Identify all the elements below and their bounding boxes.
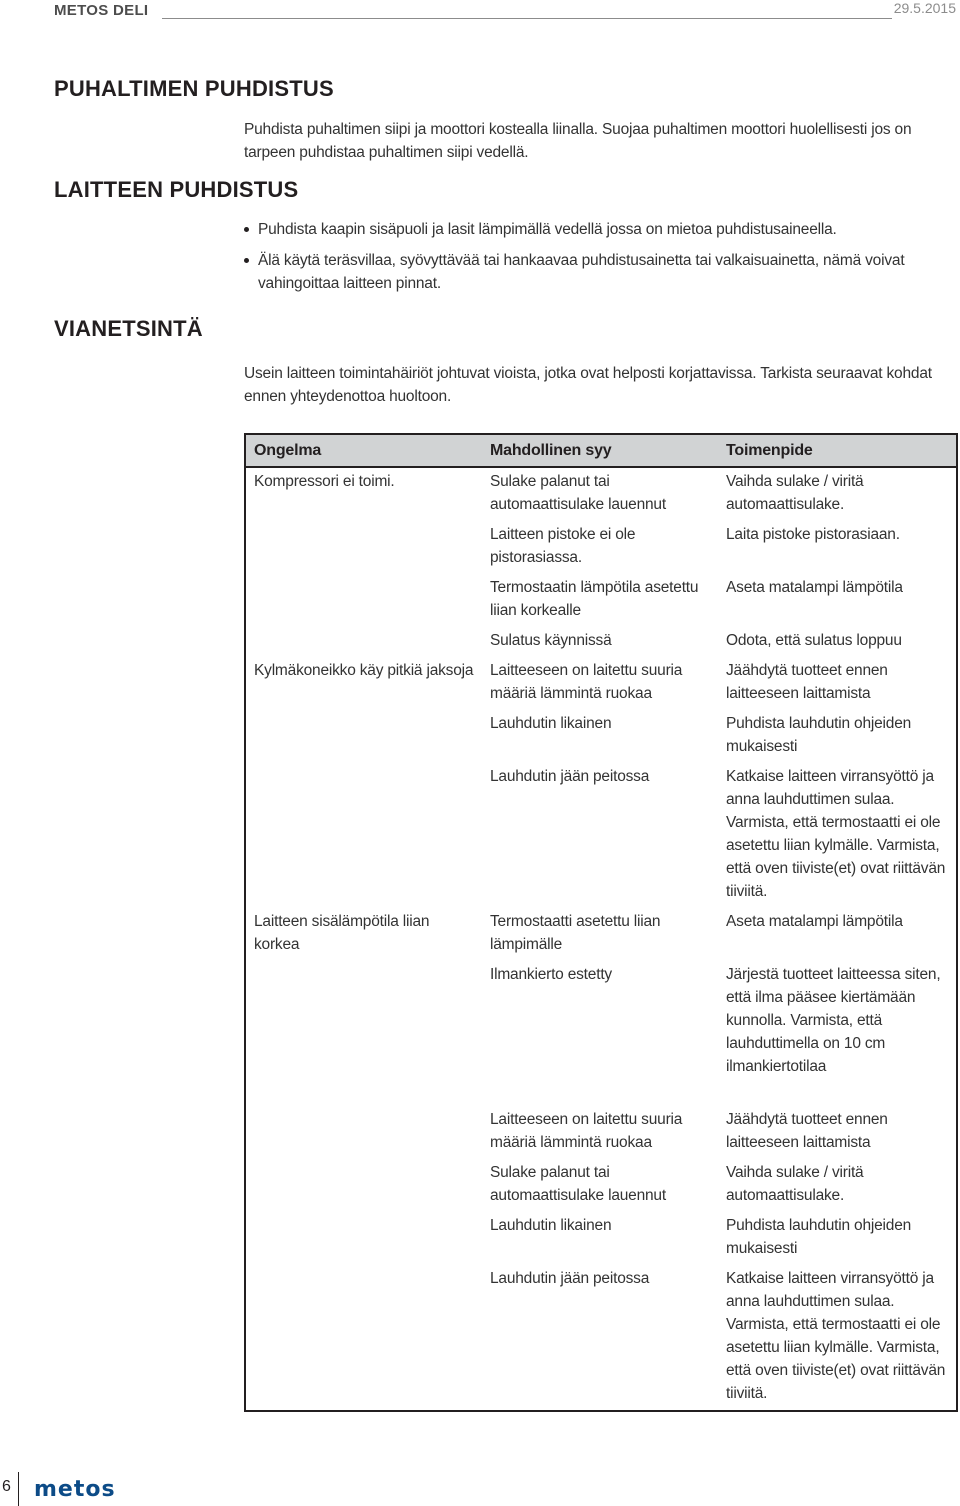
problem-cell: [245, 1083, 482, 1106]
cause-cell: Laitteeseen on laitettu suuria määriä lämmintä ruokaa: [490, 1111, 683, 1151]
problem-cell: [245, 1265, 482, 1411]
section-title-fan: PUHALTIMEN PUHDISTUS: [54, 76, 334, 101]
action-cell: Jäähdytä tuotteet ennen laitteeseen laittamista: [726, 662, 888, 702]
fan-cleaning-text: Puhdista puhaltimen siipi ja moottori kostealla liinalla. Suojaa puhaltimen moottori huolellisesti jos on tarpeen puhdistaa puhaltimen siipi vedellä.: [244, 121, 912, 161]
bullet-item: Puhdista kaapin sisäpuoli ja lasit lämpimällä vedellä jossa on mietoa puhdistusaineella.: [244, 218, 956, 241]
problem-cell: Kylmäkoneikko käy pitkiä jaksoja: [254, 662, 474, 679]
action-cell: Aseta matalampi lämpötila: [726, 913, 903, 930]
table-row: [245, 763, 957, 908]
cause-cell: Laitteen pistoke ei ole pistorasiassa.: [490, 526, 636, 566]
action-cell: Vaihda sulake / viritä automaattisulake.: [726, 1164, 864, 1204]
header-action: Toimenpide: [718, 434, 957, 467]
cause-cell: Sulatus käynnissä: [490, 632, 612, 649]
table-row: [245, 710, 957, 763]
header-rule: [162, 18, 892, 19]
header-date: 29.5.2015: [893, 0, 956, 16]
action-cell: Katkaise laitteen virransyöttö ja anna lauhduttimen sulaa. Varmista, että termostaatti ei ole asetettu liian kylmälle. Varmista, että oven tiiviste(et) ovat riittävän tiiviitä.: [726, 768, 946, 900]
header-brand: METOS DELI: [54, 2, 149, 19]
cause-cell: Lauhdutin jään peitossa: [490, 1270, 650, 1287]
table-row: [245, 521, 957, 574]
problem-cell: Laitteen sisälämpötila liian korkea: [254, 913, 430, 953]
cause-cell: Laitteeseen on laitettu suuria määriä lämmintä ruokaa: [490, 662, 683, 702]
cause-cell: Sulake palanut tai automaattisulake lauennut: [490, 473, 666, 513]
cause-cell: Lauhdutin jään peitossa: [490, 768, 650, 785]
cause-cell: Lauhdutin likainen: [490, 715, 612, 732]
section-title-device: LAITTEEN PUHDISTUS: [54, 177, 299, 202]
table-header-row: [245, 434, 957, 467]
table-row: [245, 1106, 957, 1159]
table-row: [245, 467, 957, 521]
table-row: [245, 627, 957, 657]
cause-cell: Termostaatti asetettu liian lämpimälle: [490, 913, 661, 953]
header-problem: Ongelma: [245, 434, 482, 467]
problem-cell: [245, 961, 482, 1083]
footer-divider: [18, 1472, 19, 1506]
cause-cell: Termostaatin lämpötila asetettu liian korkealle: [490, 579, 699, 619]
table-row: [245, 574, 957, 627]
logo-wordmark: metos: [34, 1478, 116, 1500]
problem-cell: Kompressori ei toimi.: [254, 473, 395, 490]
troubleshooting-table: [244, 433, 958, 1412]
problem-cell: [245, 763, 482, 908]
table-row: [245, 908, 957, 961]
problem-cell: [245, 574, 482, 627]
bullet-item: Älä käytä teräsvillaa, syövyttävää tai hankaavaa puhdistusainetta tai valkaisuainetta, nämä voivat vahingoittaa laitteen pinnat.: [244, 249, 956, 295]
action-cell: Katkaise laitteen virransyöttö ja anna lauhduttimen sulaa. Varmista, että termostaatti ei ole asetettu liian kylmälle. Varmista, että oven tiiviste(et) ovat riittävän tiiviitä.: [726, 1270, 946, 1402]
table-row: [245, 1159, 957, 1212]
action-cell: Laita pistoke pistorasiaan.: [726, 526, 900, 543]
cause-cell: Ilmankierto estetty: [490, 966, 612, 983]
table-row: [245, 1265, 957, 1411]
table-row: [245, 657, 957, 710]
action-cell: Järjestä tuotteet laitteessa siten, että ilma pääsee kiertämään kunnolla. Varmista, että lauhduttimella on 10 cm ilmankiertotilaa: [726, 966, 941, 1075]
action-cell: Vaihda sulake / viritä automaattisulake.: [726, 473, 864, 513]
header-cause: Mahdollinen syy: [482, 434, 718, 467]
problem-cell: [245, 710, 482, 763]
problem-cell: [245, 521, 482, 574]
action-cell: Puhdista lauhdutin ohjeiden mukaisesti: [726, 715, 912, 755]
cause-cell: Lauhdutin likainen: [490, 1217, 612, 1234]
action-cell: Jäähdytä tuotteet ennen laitteeseen laittamista: [726, 1111, 888, 1151]
table-row: [245, 1212, 957, 1265]
problem-cell: [245, 1159, 482, 1212]
section-title-troubleshooting: VIANETSINTÄ: [54, 316, 203, 341]
action-cell: Aseta matalampi lämpötila: [726, 579, 903, 596]
page-number: 6: [2, 1478, 11, 1495]
action-cell: Puhdista lauhdutin ohjeiden mukaisesti: [726, 1217, 912, 1257]
cause-cell: [482, 1083, 718, 1106]
action-cell: [718, 1083, 957, 1106]
action-cell: Odota, että sulatus loppuu: [726, 632, 902, 649]
troubleshooting-intro: Usein laitteen toimintahäiriöt johtuvat vioista, jotka ovat helposti korjattavissa. Tarkista seuraavat kohdat ennen yhteydenottoa huoltoon.: [244, 365, 932, 405]
device-cleaning-list: [244, 218, 956, 295]
cause-cell: Sulake palanut tai automaattisulake lauennut: [490, 1164, 666, 1204]
problem-cell: [245, 1212, 482, 1265]
problem-cell: [245, 1106, 482, 1159]
table-row-spacer: [245, 1083, 957, 1106]
metos-logo: [34, 1478, 150, 1500]
problem-cell: [245, 627, 482, 657]
table-row: [245, 961, 957, 1083]
